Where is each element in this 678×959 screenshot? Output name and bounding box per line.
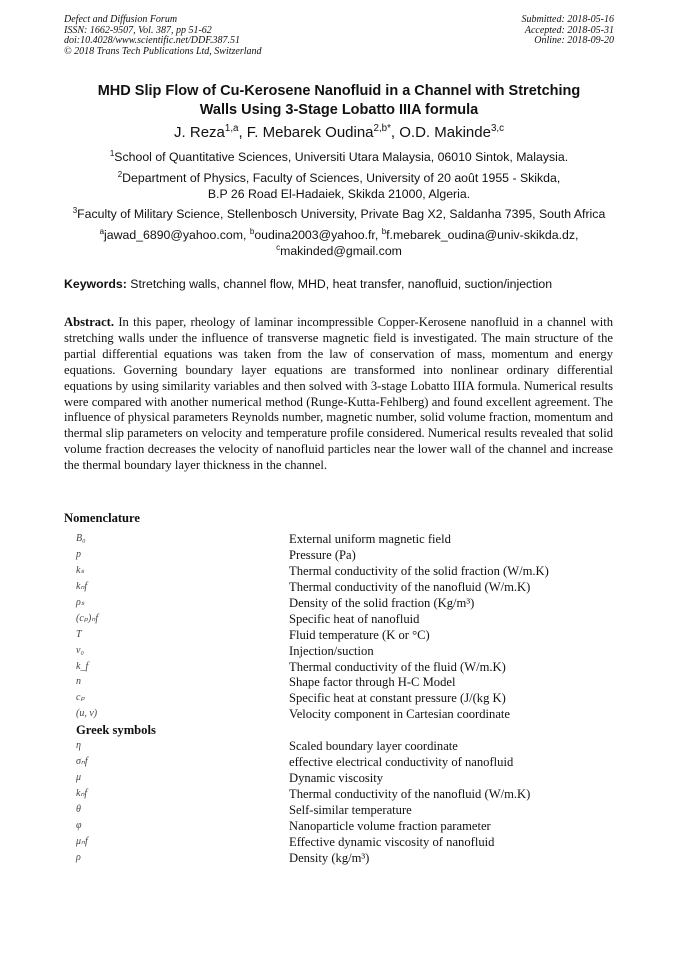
journal-name: Defect and Diffusion Forum [64, 14, 178, 25]
nomenclature-symbol: kₛ [76, 564, 85, 576]
nomenclature-symbol: (cₚ)ₙf [76, 612, 99, 624]
nomenclature-description: Velocity component in Cartesian coordinate [289, 707, 511, 722]
keywords-text: Stretching walls, channel flow, MHD, heat transfer, nanofluid, suction/injection [130, 277, 553, 291]
nomenclature-symbol: η [76, 740, 81, 752]
keywords-label: Keywords: [64, 277, 127, 291]
email-link[interactable]: jawad_6890@yahoo.com [104, 228, 244, 242]
nomenclature-description: Shape factor through H-C Model [289, 675, 456, 690]
nomenclature-description: Thermal conductivity of the solid fraction (W/m.K) [289, 563, 549, 578]
nomenclature-description: Scaled boundary layer coordinate [289, 739, 458, 754]
nomenclature-row [76, 739, 616, 755]
nomenclature-row [76, 851, 616, 867]
nomenclature-description: Specific heat of nanofluid [289, 611, 420, 626]
nomenclature-symbol: B₀ [76, 533, 86, 544]
nomenclature-description: Specific heat at constant pressure (J/(kg K) [289, 691, 506, 706]
nomenclature-description: Effective dynamic viscosity of nanofluid [289, 834, 495, 849]
author-name: J. Reza [174, 124, 225, 141]
nomenclature-description: Nanoparticle volume fraction parameter [289, 818, 491, 833]
nomenclature-symbol: kₙf [76, 580, 88, 592]
nomenclature-description: effective electrical conductivity of nanofluid [289, 755, 514, 770]
nomenclature-symbol: k_f [76, 660, 89, 672]
issn-line: ISSN: 1662-9507, Vol. 387, pp 51-62 [64, 24, 212, 36]
doi-line: doi:10.4028/www.scientific.net/DDF.387.51 [64, 35, 241, 46]
nomenclature-symbol: ρₛ [76, 596, 85, 608]
nomenclature-row [76, 580, 616, 596]
dates-header [522, 15, 615, 47]
abstract-text: In this paper, rheology of laminar incompressible Copper-Kerosene nanofluid in a channel with stretching walls under the influence of transverse magnetic field is investigated. The main structure of the partial differential equations was taken from the law of conservation of mass, momentum and energy equations. Governing boundary layer equations are transformed into nonlinear ordinary differential equations by using similarity variables and then solved with 3-stage Lobatto IIIA formula. Numerical results were compared with another numerical method (Runge-Kutta-Fehlberg) and found excellent agreement. The influence of physical parameters Reynolds number, magnetic number, solid volume fraction, momentum and thermal slip parameters on velocity and temperature profile considered. Numerical results revealed that solid volume fraction decreases the velocity of nanofluid particles near the lower wall of the channel and increase the thermal boundary layer thickness in the channel. [64, 315, 613, 473]
nomenclature-description: Injection/suction [289, 643, 374, 658]
affiliation-3: $^3$Faculty of Military Science, Stellenbosch University, Private Bag X2, Saldanha 7395, South Africa [72, 205, 606, 221]
nomenclature-symbol: θ [76, 803, 81, 815]
abstract [64, 315, 613, 474]
copyright-line: © 2018 Trans Tech Publications Ltd, Switzerland [64, 45, 262, 57]
nomenclature-row [76, 644, 616, 660]
nomenclature-row [76, 532, 616, 548]
nomenclature-row [76, 628, 616, 644]
greek-symbols-heading: Greek symbols [76, 723, 156, 738]
author-name: F. Mebarek Oudina [246, 124, 374, 141]
nomenclature-symbol: μₙf [76, 835, 88, 847]
online-date: Online: 2018-09-20 [534, 35, 614, 46]
email-link[interactable]: oudina2003@yahoo.fr [254, 228, 375, 242]
nomenclature-description: Fluid temperature (K or °C) [289, 627, 430, 642]
nomenclature-row [76, 787, 616, 803]
affiliation-1: $^1$School of Quantitative Sciences, Universiti Utara Malaysia, 06010 Sintok, Malaysia. [109, 148, 569, 164]
abstract-label: Abstract. [64, 315, 115, 329]
nomenclature-row [76, 675, 616, 691]
greek-symbols-row [76, 723, 616, 739]
email-link[interactable]: makinded@gmail.com [280, 243, 402, 258]
nomenclature-symbol: kₙf [76, 788, 88, 799]
nomenclature-symbol: σₙf [76, 756, 88, 768]
accepted-date: Accepted: 2018-05-31 [524, 24, 614, 36]
nomenclature-description: Dynamic viscosity [289, 771, 384, 786]
nomenclature-description: Thermal conductivity of the nanofluid (W/m.K) [289, 579, 531, 594]
nomenclature-description: Density of the solid fraction (Kg/m³) [289, 595, 475, 610]
nomenclature-description: Self-similar temperature [289, 802, 412, 817]
nomenclature-row [76, 612, 616, 628]
submitted-date: Submitted: 2018-05-16 [521, 14, 614, 25]
nomenclature-list [76, 532, 616, 867]
nomenclature-row [76, 755, 616, 771]
author-affiliation-mark: 3,c [490, 123, 504, 134]
nomenclature-row [76, 596, 616, 612]
nomenclature-row [76, 548, 616, 564]
nomenclature-row [76, 803, 616, 819]
author-affiliation-mark: 2,b* [373, 123, 391, 134]
nomenclature-description: Pressure (Pa) [289, 547, 356, 562]
nomenclature-symbol: μ [76, 772, 82, 784]
email-link[interactable]: f.mebarek_oudina@univ-skikda.dz [386, 228, 575, 242]
nomenclature-description: External uniform magnetic field [289, 532, 451, 546]
nomenclature-symbol: (u, v) [76, 708, 98, 720]
affiliation-2: $^2$Department of Physics, Faculty of Sciences, University of 20 août 1955 - Skikda, B.P 26 Road El-Hadaiek, Skikda 21000, Algeria. [117, 169, 561, 201]
nomenclature-row [76, 835, 616, 851]
paper-title: MHD Slip Flow of Cu-Kerosene Nanofluid in a Channel with Stretching Walls Using 3-Stage Lobatto IIIA formula [97, 83, 581, 118]
nomenclature-symbol: T [76, 628, 82, 640]
nomenclature-row [76, 660, 616, 676]
nomenclature-description: Thermal conductivity of the nanofluid (W/m.K) [289, 787, 531, 801]
nomenclature-symbol: cₚ [76, 692, 85, 704]
nomenclature-row [76, 691, 616, 707]
author-list: J. Reza$^{1,a}$, F. Mebarek Oudina$^{2,b*}$, O.D. Makinde$^{3,c}$ [174, 123, 504, 141]
author-name: O.D. Makinde [399, 124, 491, 141]
email-block: $^a$jawad_6890@yahoo.com, $^b$oudina2003@yahoo.fr, $^b$f.mebarek_oudina@univ-skikda.dz, $^c$makinded@gmail.com [99, 226, 579, 258]
nomenclature-symbol: n [76, 676, 81, 688]
keywords [64, 277, 624, 291]
nomenclature-description: Density (kg/m³) [289, 850, 370, 865]
nomenclature-symbol: v₀ [76, 644, 84, 656]
nomenclature-row [76, 564, 616, 580]
nomenclature-heading: Nomenclature [64, 511, 141, 525]
nomenclature-row [76, 707, 616, 723]
journal-header [64, 15, 262, 57]
nomenclature-symbol: φ [76, 819, 82, 831]
author-affiliation-mark: 1,a [224, 123, 239, 134]
nomenclature-description: Thermal conductivity of the fluid (W/m.K) [289, 659, 506, 674]
nomenclature-row [76, 819, 616, 835]
nomenclature-symbol: p [76, 548, 81, 560]
nomenclature-symbol: ρ [76, 851, 81, 863]
nomenclature-row [76, 771, 616, 787]
